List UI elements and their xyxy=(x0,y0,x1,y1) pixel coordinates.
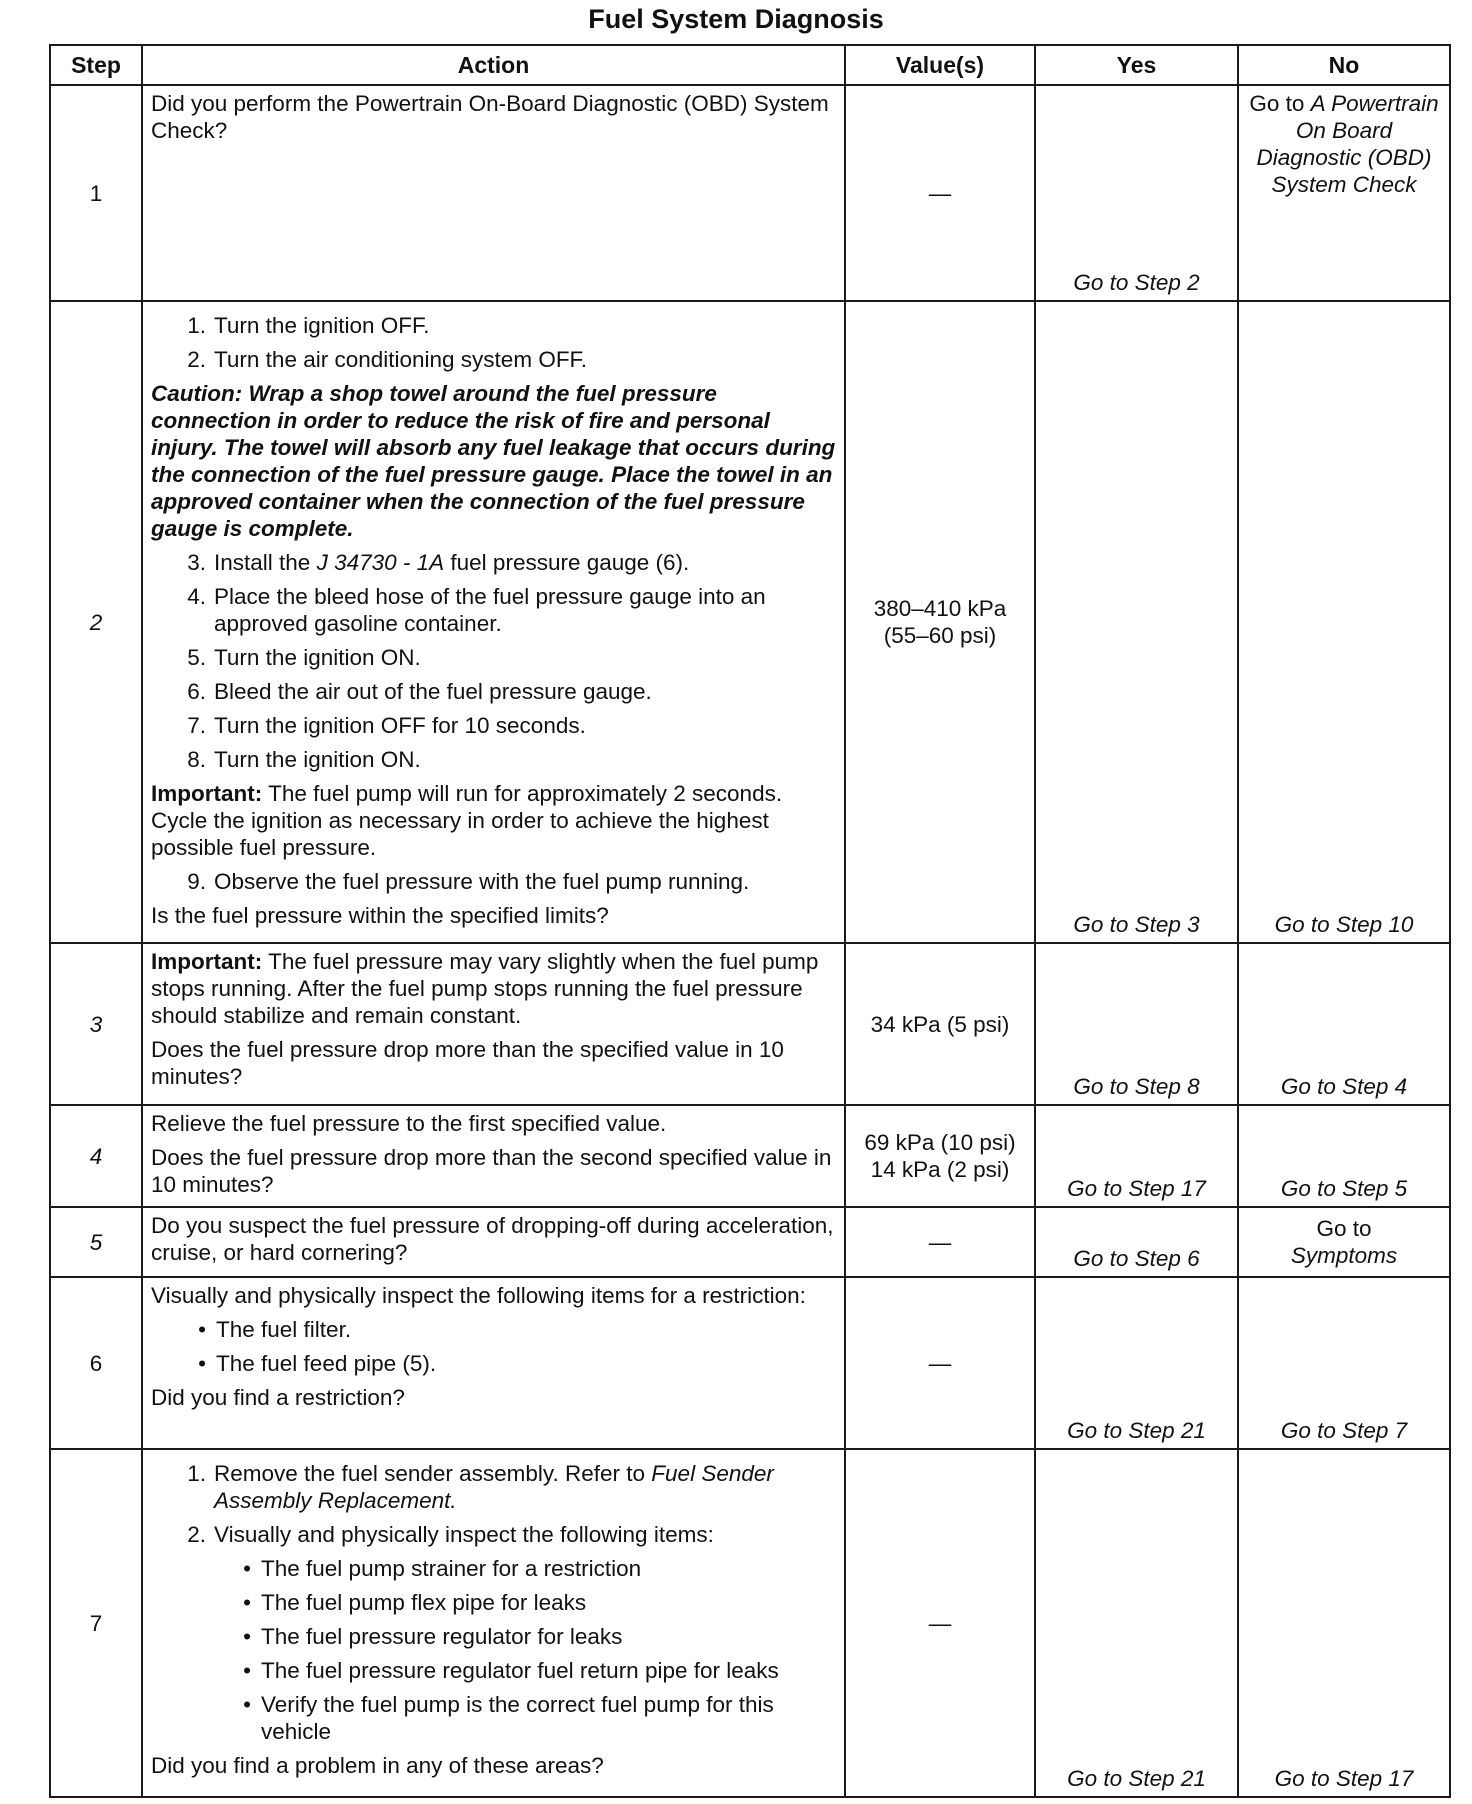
action-cell xyxy=(142,1207,845,1277)
diagnosis-table xyxy=(49,44,1451,1798)
action-instruction: Relieve the fuel pressure to the first specified value. xyxy=(151,1111,667,1136)
no-cell[interactable] xyxy=(1238,1207,1450,1277)
list-item: 7. Turn the ignition OFF for 10 seconds. xyxy=(187,713,586,738)
value-cell: 380–410 kPa (55–60 psi) xyxy=(845,301,1035,943)
list-item: 9. Observe the fuel pressure with the fuel pump running. xyxy=(187,869,750,894)
no-cell[interactable]: Go to Step 5 xyxy=(1238,1105,1450,1207)
header-values: Value(s) xyxy=(845,45,1035,85)
step-number: 1 xyxy=(50,85,142,301)
yes-cell[interactable]: Go to Step 17 xyxy=(1035,1105,1238,1207)
procedure-reference[interactable]: Fuel Sender Assembly Replacement. xyxy=(214,1461,774,1513)
action-cell xyxy=(142,85,845,301)
list-item: 6. Bleed the air out of the fuel pressure gauge. xyxy=(187,679,652,704)
header-step: Step xyxy=(50,45,142,85)
step-number: 3 xyxy=(50,943,142,1105)
list-item: • The fuel pump flex pipe for leaks xyxy=(243,1590,587,1615)
list-item: 4. Place the bleed hose of the fuel pressure gauge into an approved gasoline container. xyxy=(187,584,766,636)
table-row-step-6 xyxy=(50,1277,1450,1449)
header-row xyxy=(50,45,1450,85)
header-action: Action xyxy=(142,45,845,85)
action-question: Did you find a restriction? xyxy=(151,1385,405,1410)
procedure-list xyxy=(151,549,836,773)
action-cell xyxy=(142,1277,845,1449)
yes-cell[interactable]: Go to Step 8 xyxy=(1035,943,1238,1105)
table-row-step-2 xyxy=(50,301,1450,943)
value-cell: — xyxy=(845,1207,1035,1277)
step-number: 5 xyxy=(50,1207,142,1277)
yes-cell[interactable]: Go to Step 21 xyxy=(1035,1277,1238,1449)
no-cell[interactable]: Go to Step 17 xyxy=(1238,1449,1450,1797)
header-yes: Yes xyxy=(1035,45,1238,85)
value-cell: — xyxy=(845,1277,1035,1449)
action-question: Do you suspect the fuel pressure of dropping-off during acceleration, cruise, or hard cornering? xyxy=(151,1213,834,1265)
no-reference[interactable]: Symptoms xyxy=(1290,1243,1398,1268)
action-intro: Visually and physically inspect the following items for a restriction: xyxy=(151,1283,806,1308)
step-number: 6 xyxy=(50,1277,142,1449)
list-item: • The fuel filter. xyxy=(198,1317,352,1342)
step-number: 2 xyxy=(50,301,142,943)
no-prefix: Go to xyxy=(1316,1216,1372,1241)
action-cell xyxy=(142,943,845,1105)
value-cell: — xyxy=(845,1449,1035,1797)
step-number: 4 xyxy=(50,1105,142,1207)
step-number: 7 xyxy=(50,1449,142,1797)
no-cell[interactable] xyxy=(1238,85,1450,301)
list-item: 8. Turn the ignition ON. xyxy=(187,747,421,772)
yes-cell[interactable]: Go to Step 2 xyxy=(1035,85,1238,301)
list-item: 3. Install the J 34730 - 1A fuel pressure gauge (6). xyxy=(187,550,690,575)
list-item: • The fuel pressure regulator for leaks xyxy=(243,1624,623,1649)
no-cell[interactable]: Go to Step 4 xyxy=(1238,943,1450,1105)
yes-cell[interactable]: Go to Step 6 xyxy=(1035,1207,1238,1277)
list-item: • The fuel feed pipe (5). xyxy=(198,1351,437,1376)
list-item: 2. Turn the air conditioning system OFF. xyxy=(187,347,588,372)
list-item: 1. Turn the ignition OFF. xyxy=(187,313,430,338)
action-question: Does the fuel pressure drop more than the specified value in 10 minutes? xyxy=(151,1037,784,1089)
action-cell xyxy=(142,1105,845,1207)
table-row-step-7 xyxy=(50,1449,1450,1797)
value-cell: — xyxy=(845,85,1035,301)
no-cell[interactable]: Go to Step 7 xyxy=(1238,1277,1450,1449)
important-note: Important: The fuel pump will run for approximately 2 seconds. Cycle the ignition as necessary in order to achieve the highest possible fuel pressure. xyxy=(151,781,783,860)
list-item: 5. Turn the ignition ON. xyxy=(187,645,421,670)
list-item: 1. Remove the fuel sender assembly. Refer to Fuel Sender Assembly Replacement. xyxy=(187,1461,774,1513)
no-prefix: Go to xyxy=(1249,91,1311,116)
page-title: Fuel System Diagnosis xyxy=(588,4,884,34)
list-item: • The fuel pressure regulator fuel return pipe for leaks xyxy=(243,1658,779,1683)
yes-cell[interactable]: Go to Step 3 xyxy=(1035,301,1238,943)
action-question: Did you perform the Powertrain On-Board Diagnostic (OBD) System Check? xyxy=(151,91,829,143)
no-cell[interactable]: Go to Step 10 xyxy=(1238,301,1450,943)
list-item: • The fuel pump strainer for a restriction xyxy=(243,1556,642,1581)
important-note: Important: The fuel pressure may vary slightly when the fuel pump stops running. After the fuel pump stops running the fuel pressure should stabilize and remain constant. xyxy=(151,949,819,1028)
value-cell: 69 kPa (10 psi) 14 kPa (2 psi) xyxy=(845,1105,1035,1207)
caution-note: Caution: Wrap a shop towel around the fuel pressure connection in order to reduce the risk of fire and personal injury. The towel will absorb any fuel leakage that occurs during the connection of the fuel pressure gauge. Place the towel in an approved container when the connection of the fuel pressure gauge is complete. xyxy=(151,381,836,541)
action-cell xyxy=(142,1449,845,1797)
list-item: • Verify the fuel pump is the correct fuel pump for this vehicle xyxy=(243,1692,774,1744)
yes-cell[interactable]: Go to Step 21 xyxy=(1035,1449,1238,1797)
no-reference[interactable]: A Powertrain On Board Diagnostic (OBD) System Check xyxy=(1256,91,1439,197)
procedure-list xyxy=(151,312,836,373)
action-cell xyxy=(142,301,845,943)
action-question: Is the fuel pressure within the specified limits? xyxy=(151,903,609,928)
table-row-step-3 xyxy=(50,943,1450,1105)
table-row-step-5 xyxy=(50,1207,1450,1277)
tool-reference: J 34730 - 1A xyxy=(316,550,445,575)
value-cell: 34 kPa (5 psi) xyxy=(845,943,1035,1105)
action-question: Did you find a problem in any of these areas? xyxy=(151,1753,604,1778)
header-no: No xyxy=(1238,45,1450,85)
procedure-list xyxy=(151,1460,836,1548)
action-question: Does the fuel pressure drop more than the second specified value in 10 minutes? xyxy=(151,1145,832,1197)
table-row-step-1 xyxy=(50,85,1450,301)
procedure-list xyxy=(151,868,836,895)
table-row-step-4 xyxy=(50,1105,1450,1207)
list-item: 2. Visually and physically inspect the following items: xyxy=(187,1522,714,1547)
